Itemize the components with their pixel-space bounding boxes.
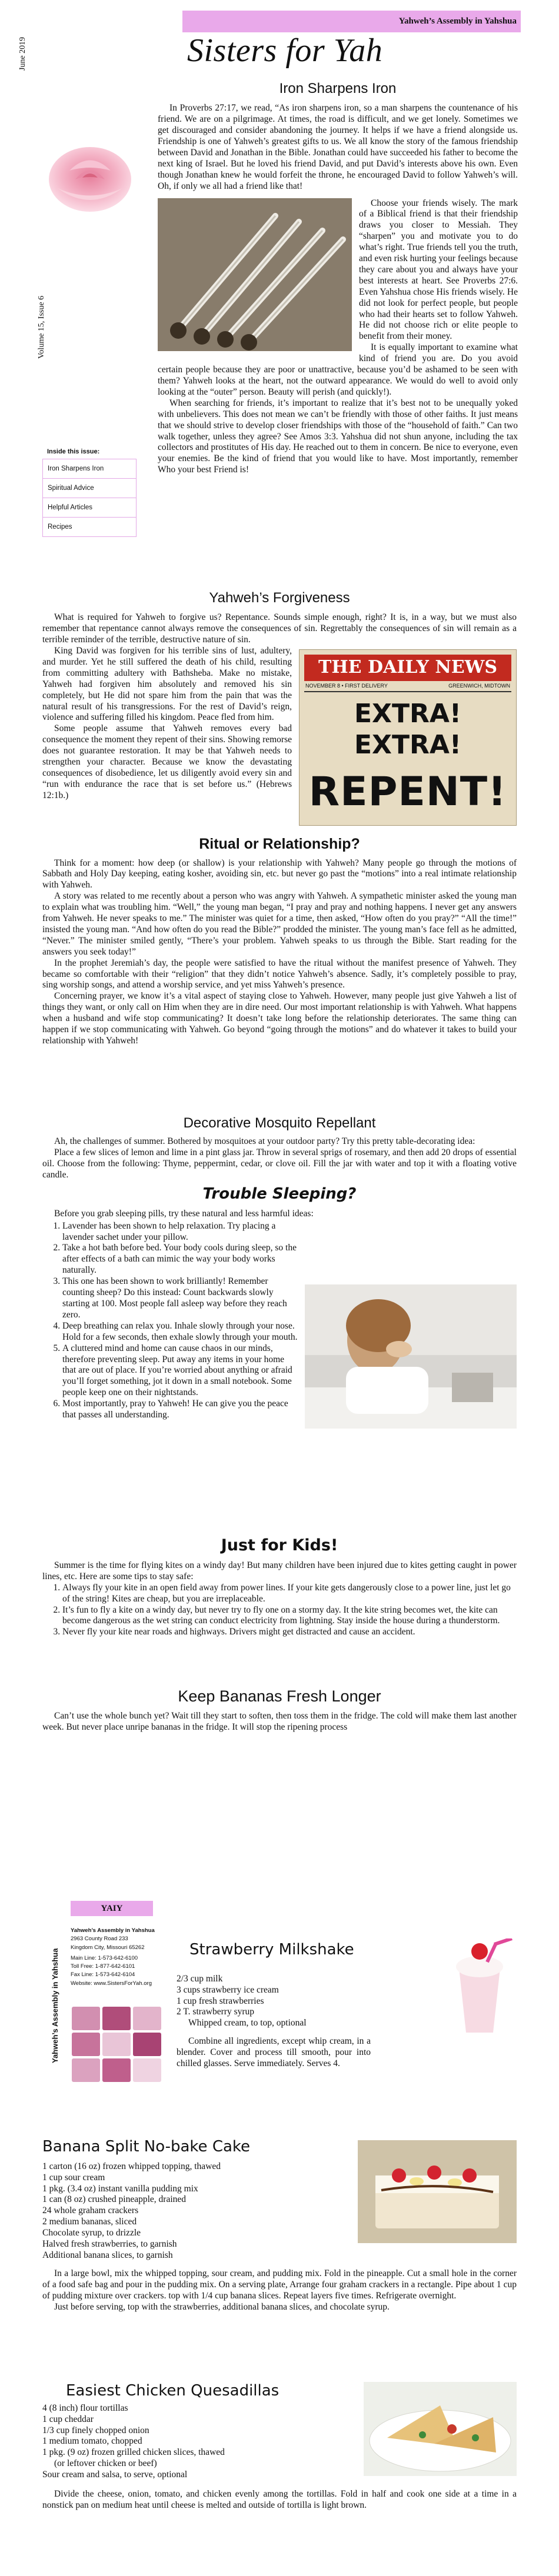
article-sleep (42, 1185, 517, 1432)
ingredient: 3 cups strawberry ice cream (177, 1984, 279, 1995)
article-paragraph: When searching for friends, it’s important to realize that it’s best not to be unequally yoked with unbelievers. This does not mean we can’t be friendly with those of other faiths. It just means that we should strive to develop closer friendships with those of the “household of faith.” Can two walk together, unless they agree? See Amos 3:3. Yahshua did not shun anyone, including the tax collectors and prostitutes of His day. He reached out to them in concern. Be nice to everyone, even your enemies. Be the kind of friend that you would like to have. Most importantly, remember Who your best Friend is! (158, 398, 518, 475)
ingredient: Whipped cream, to top, optional (188, 2018, 307, 2028)
article-title: Ritual or Relationship? (199, 836, 360, 852)
repent-headline: REPENT! (308, 768, 507, 815)
list-item: 2. It’s fun to fly a kite on a windy day, but never try to fly one on a stormy day. It the kite string becomes wet, the kite can become dangerous as the wet string can conduct electricity from lightning. Stay inside the house during a thunderstorm. (62, 1605, 517, 1627)
article-paragraph: Place a few slices of lemon and lime in a pint glass jar. Throw in several sprigs of rosemary, and then add 20 drops of essential oil. Choose from the following: Thyme, peppermint, cedar, or clove oil. Fill the jar with water and top it with a floating votive candle. (42, 1147, 517, 1180)
org-name: Yahweh’s Assembly in Yahshua (71, 1927, 155, 1934)
volume-issue: Volume 15, Issue 6 (37, 295, 46, 359)
article-paragraph: Can’t use the whole bunch yet? Wait till they start to soften, then toss them in the fridge. The cold will make them last another week. But never place unripe bananas in the fridge. It will stop the ripening process (42, 1710, 517, 1732)
recipe-steps: Just before serving, top with the strawberries, additional banana slices, and chocolate syrup. (54, 2301, 390, 2312)
ingredient: 2 T. strawberry syrup (177, 2007, 255, 2017)
ingredient: Chocolate syrup, to drizzle (42, 2228, 141, 2238)
article-kids (42, 1536, 517, 1638)
ingredient: 1 cup sour cream (42, 2172, 105, 2183)
newspaper-sub-right: GREENWICH, MIDTOWN (448, 682, 510, 689)
article-paragraph: It is equally important to examine what kind of friend you are. Do you avoid certain people because they are poor or unattractive, because you’d be ashamed to be seen with them? Yahweh looks at the heart, not the outward appearance. We would do well to avoid only looking at the “outer” person. Beauty will perish (and quickly!). (158, 342, 518, 397)
recipe-title: Strawberry Milkshake (189, 1941, 354, 1958)
issue-date: June 2019 (18, 36, 27, 71)
inside-item: Recipes (48, 523, 72, 531)
rose-tile (72, 2033, 100, 2056)
article-mosquito (42, 1115, 517, 1181)
article-paragraph: Before you grab sleeping pills, try these natural and less harmful ideas: (54, 1208, 314, 1219)
recipe-banana-cake (42, 2138, 517, 2313)
article-paragraph: In the prophet Jeremiah’s day, the people were satisfied to have the ritual without the manifest presence of Yahweh. They became so comfortable with their “religion” that they didn’t notice Yahweh’s absence. Sadly, it’s completely possible to pray, sing worship songs, and attend a worship service, and yet miss Yahweh’s presence. (42, 957, 517, 990)
recipe-title: Banana Split No-bake Cake (42, 2138, 251, 2155)
rose-tiles (72, 2007, 161, 2082)
rose-tile (72, 2058, 100, 2082)
ingredient: 1/3 cup finely chopped onion (42, 2425, 149, 2435)
recipe-milkshake (177, 1941, 518, 2070)
yaiy-badge: YAIY (71, 1901, 153, 1916)
ingredient: 1 carton (16 oz) frozen whipped topping, thawed (42, 2161, 221, 2171)
article-paragraph: Choose your friends wisely. The mark of a Biblical friend is that their friendship draws you closer to Messiah. They “sharpen” you and motivate you to do what’s right. True friends tell you the truth, and even risk hurting your feelings because they care about you and always have your best interests at heart. See Proverbs 27:6. Even Yahshua chose His friends wisely. He did not look for perfect people, but people who had their hearts set to follow Yahweh. He did not choose rich or elite people to benefit from their money. (359, 198, 518, 342)
article-paragraph: Think for a moment: how deep (or shallow) is your relationship with Yahweh? Many people go through the motions of Sabbath and Holy Day keeping, eating kosher, avoiding sin, etc. but never go past the “motions” into a real intimate relationship with Yahweh. (42, 857, 517, 890)
address-line: 2963 County Road 233 (71, 1936, 128, 1943)
ingredient: 24 whole graham crackers (42, 2205, 139, 2216)
recipe-steps: Combine all ingredients, except whip cream, in a blender. Cover and process till smooth, pour into chilled glasses. Serve immediately. Serves 4. (177, 2036, 371, 2069)
list-item: 5. A cluttered mind and home can cause chaos in our minds, therefore preventing sleep. Put away any items in your home that are out of place. If you’re worried about anything or afraid you’ll forget something, jot it down in a small notebook. Some people keep one on their nightstands. (62, 1343, 517, 1399)
article-title: Decorative Mosquito Repellant (183, 1115, 376, 1131)
phone-line: Toll Free: 1-877-642-6101 (71, 1963, 135, 1970)
kids-list (42, 1583, 517, 1639)
article-title: Keep Bananas Fresh Longer (178, 1687, 381, 1705)
list-item: 3. Never fly your kite near roads and highways. Drivers might get distracted and cause an accident. (62, 1627, 517, 1638)
rose-tile (133, 2033, 161, 2056)
article-ritual (42, 835, 517, 1047)
article-paragraph: Concerning prayer, we know it’s a vital aspect of staying close to Yahweh. However, many people just give Yahweh a list of things they want, or only call on Him when they are in dire need. Our most important relationship is with Yahweh. What happens when a husband and wife stop communicating? It doesn’t take long before the relationship deteriorates. The same thing can happen if we stop communicating with Yahweh. Go beyond “going through the motions” and do whatever it takes to build your relationship with Yahweh! (42, 991, 517, 1046)
knives-image (158, 198, 352, 351)
ingredient: 1 pkg. (3.4 oz) instant vanilla pudding mix (42, 2183, 198, 2194)
list-item: 1. Lavender has been shown to help relaxation. Try placing a lavender sachet under your pillow. (62, 1221, 517, 1243)
ingredient: Sour cream and salsa, to serve, optional (42, 2470, 188, 2480)
inside-item: Iron Sharpens Iron (43, 459, 136, 479)
ingredient: 2/3 cup milk (177, 1973, 223, 1984)
ingredient: Halved fresh strawberries, to garnish (42, 2239, 177, 2250)
ingredient: Additional banana slices, to garnish (42, 2250, 173, 2260)
rose-tile (102, 2007, 131, 2030)
ingredient: 1 cup cheddar (42, 2414, 94, 2424)
recipe-quesadillas (42, 2382, 517, 2511)
rose-tile (133, 2007, 161, 2030)
newspaper-image (299, 649, 517, 826)
rose-tile (133, 2058, 161, 2082)
rose-tile (102, 2058, 131, 2082)
article-paragraph: Some people assume that Yahweh removes every bad consequence the moment they repent of their sins. Showing remorse does not guarantee restoration. It may be that Yahweh needs to strengthen your character. Because we know the devastating consequences of disobedience, let us diligently avoid every sin and “run with endurance the race that is set before us.” (Hebrews 12:1b.) (42, 723, 292, 800)
list-item: 4. Deep breathing can relax you. Inhale slowly through your nose. Hold for a few seconds, then exhale slowly through your mouth. (62, 1321, 517, 1343)
ingredient: 2 medium bananas, sliced (42, 2217, 137, 2227)
page-title: Sisters for Yah (187, 32, 383, 69)
rose-tile (72, 2007, 100, 2030)
address-line: Kingdom City, Missouri 65262 (71, 1944, 145, 1951)
recipe-steps: In a large bowl, mix the whipped topping, sour cream, and pudding mix. Fold in the pineapple. Cut a small hole in the corner of a food safe bag and pour in the pudding mix. On a serving plate, Arrange four graham crackers in a rectangle. Pipe about 1 cup of pudding mixture over crackers. top with 1/4 cup banana slices. Repeat layers five times. Refrigerate overnight. (42, 2268, 517, 2301)
list-item: 1. Always fly your kite in an open field away from power lines. If your kite gets dangerously close to a power line, just let go of the string! Kites are cheap, but you are irreplaceable. (62, 1583, 517, 1605)
ingredient: (or leftover chicken or beef) (54, 2458, 157, 2469)
article-paragraph: In Proverbs 27:17, we read, “As iron sharpens iron, so a man sharpens the countenance of his friend. We are on a pilgrimage. At times, the road is difficult, and we get lonely. Sometimes we get discouraged and consider abandoning the journey. It helps if we have a friend alongside us. Friendship is one of Yahweh’s greatest gifts to us. We all know the story of the famous friendship between David and Jonathan in the Bible. Jonathan could have succeeded his father to become the next king of Israel. But he loved his friend David, and put David’s interests above his own. Even though Jonathan knew he would forfeit the throne, he encouraged David to follow Yahweh’s will. Oh, if only we all had a friend like that! (158, 103, 518, 191)
quesadilla-image (364, 2382, 517, 2476)
rose-tile (102, 2033, 131, 2056)
inside-item: Helpful Articles (43, 498, 136, 518)
article-iron (158, 80, 518, 476)
article-title: Trouble Sleeping? (202, 1185, 357, 1203)
ministry-name: Yahweh’s Assembly in Yahshua (398, 16, 517, 26)
article-paragraph: Summer is the time for flying kites on a windy day! But many children have been injured due to kites getting caught in power lines, etc. Here are some tips to stay safe: (42, 1560, 517, 1581)
newspaper-name: THE DAILY NEWS (304, 655, 511, 681)
milkshake-image (441, 1938, 518, 2038)
ingredient: 1 medium tomato, chopped (42, 2436, 142, 2447)
article-bananas (42, 1687, 517, 1733)
list-item: 3. This one has been shown to work brilliantly! Remember counting sheep? Do this instead: Count backwards slowly starting at 100. Most people fall asleep way before they reach zero. (62, 1276, 517, 1321)
ingredient: 1 pkg. (9 oz) frozen grilled chicken slices, thawed (42, 2447, 225, 2458)
phone-line: Fax Line: 1-573-642-6104 (71, 1971, 135, 1978)
cake-image (358, 2140, 517, 2243)
article-title: Yahweh’s Forgiveness (209, 590, 350, 606)
newspaper-sub-left: NOVEMBER 8 • FIRST DELIVERY (305, 682, 388, 689)
article-forgiveness (42, 589, 517, 829)
list-item: 2. Take a hot bath before bed. Your body cools during sleep, so the after effects of a bath can mimic the way your body works naturally. (62, 1243, 517, 1276)
article-paragraph: What is required for Yahweh to forgive us? Repentance. Sounds simple enough, right? It is, in a way, but we must also remember that repentance cannot always remove the consequences of sin. Regrettably the consequences of sin will remain as a terrible reminder of the terrible, destructive nature of sin. (42, 612, 517, 645)
inside-item: Spiritual Advice (43, 479, 136, 498)
rose-image (34, 124, 146, 218)
inside-list (42, 459, 137, 537)
recipe-steps: Divide the cheese, onion, tomato, and chicken evenly among the tortillas. Fold in half and cook one side at a time in a nonstick pan on medium heat until cheese is melted and outside of tortilla is light brown. (42, 2489, 517, 2510)
article-title: Just for Kids! (221, 1536, 338, 1554)
ingredient: 1 can (8 oz) crushed pineapple, drained (42, 2194, 187, 2205)
address-block (71, 1927, 155, 1988)
ingredient: 1 cup fresh strawberries (177, 1996, 264, 2006)
extra-headline: EXTRA! EXTRA! (354, 698, 461, 760)
list-item: 6. Most importantly, pray to Yahweh! He can give you the peace that passes all understanding. (62, 1399, 517, 1421)
article-title: Iron Sharpens Iron (279, 81, 397, 96)
tired-woman-image (305, 1284, 517, 1429)
website-line: Website: www.SistersForYah.org (71, 1980, 152, 1987)
article-paragraph: Ah, the challenges of summer. Bothered by mosquitoes at your outdoor party? Try this pretty table-decorating idea: (54, 1136, 475, 1147)
assembly-vertical: Yahweh’s Assembly in Yahshua (51, 1948, 59, 2063)
phone-line: Main Line: 1-573-642-6100 (71, 1954, 138, 1961)
recipe-title: Easiest Chicken Quesadillas (66, 2382, 280, 2400)
ingredient: 4 (8 inch) flour tortillas (42, 2403, 128, 2413)
inside-title: Inside this issue: (47, 448, 100, 455)
article-paragraph: A story was related to me recently about a person who was angry with Yahweh. A sympathetic minister asked the young man to explain what was troubling him. “Well,” the young man began, “I pray and pray and nothing happens. I never get any answers from Yahweh. He never speaks to me.” The minister was quiet for a time, then asked, “How often do you pray?” “All the time!” insisted the young man. “And how often do you read the Bible?” prodded the minister. The young man’s face fell as he admitted, “Never.” The minister smiled gently, “There’s your problem. Yahweh speaks to us through the Bible. Start reading for the answers you seek today!” (42, 891, 517, 957)
article-paragraph: King David was forgiven for his terrible sins of lust, adultery, and murder. Yet he still suffered the death of his child, resulting from committing adultery with Bathsheba. Make no mistake, Yahweh had forgiven him absolutely and removed his sin completely, but He did not spare him from the pain that was the natural result of his transgressions. For the rest of David’s reign, violence and suffering filled his kingdom. Peace fled from him. (42, 645, 292, 723)
